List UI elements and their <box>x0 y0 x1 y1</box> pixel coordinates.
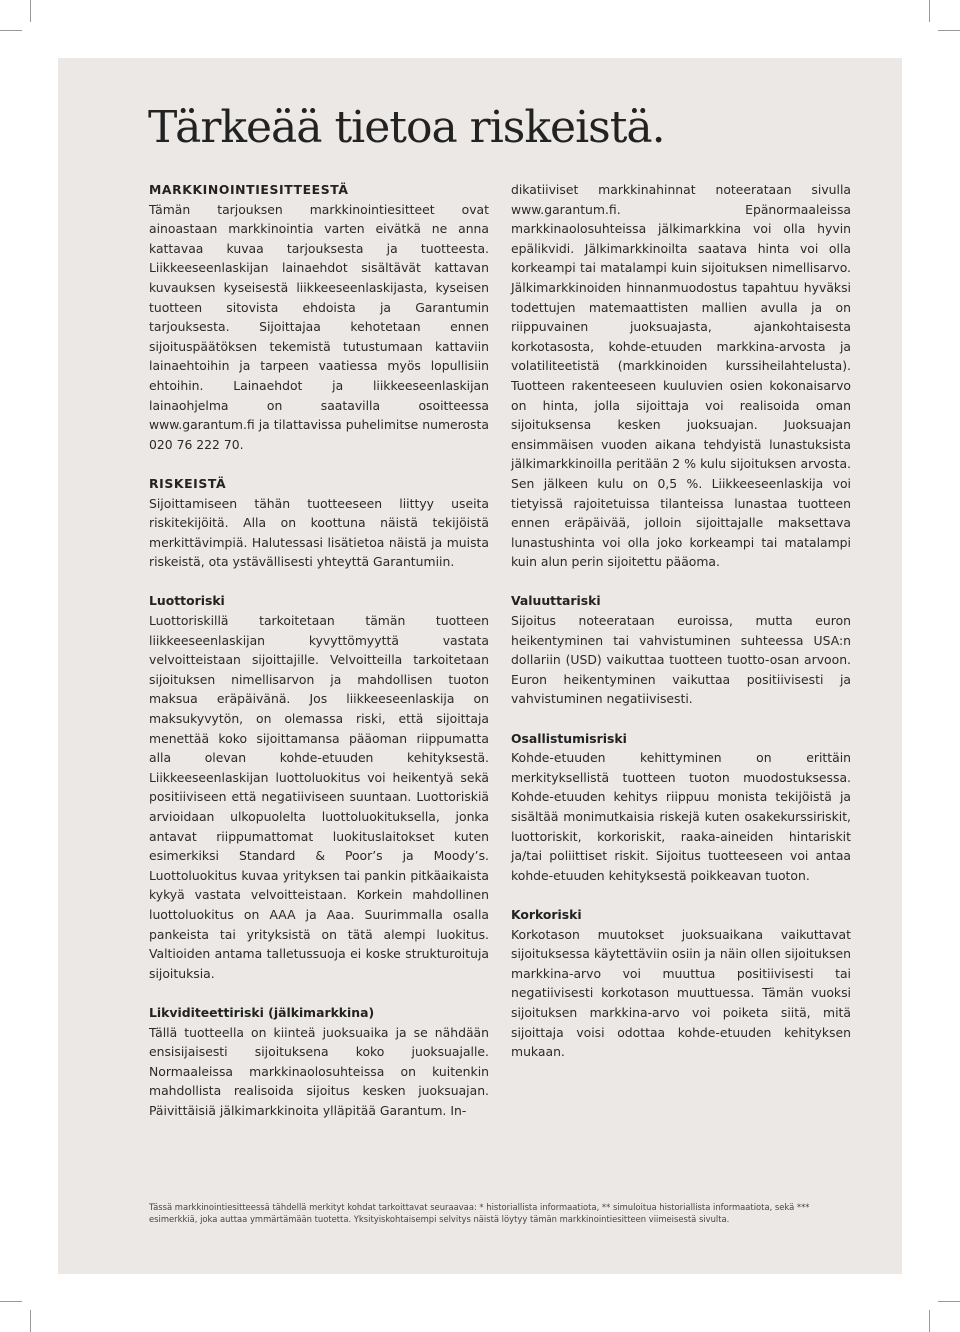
crop-mark <box>938 1301 960 1302</box>
crop-mark <box>30 0 31 22</box>
section-heading: Osallistumisriski <box>511 730 627 746</box>
section-body: Sijoitus noteerataan euroissa, mutta euron heikentyminen tai vahvistuminen suhteessa USA:n dollariin (USD) vaikuttaa tuotteen tuotto-osan arvoon. Euron heikentyminen vaikuttaa positiivisesti ja vahvistuminen negatiivisesti. <box>511 613 851 707</box>
section-heading: Likviditeettiriski (jälkimarkkina) <box>149 1004 375 1020</box>
crop-mark <box>30 1310 31 1332</box>
crop-mark <box>929 0 930 22</box>
section-body: Sijoittamiseen tähän tuotteeseen liittyy useita riskitekijöitä. Alla on koottuna näistä tekijöistä merkittävimpiä. Halutessasi lisätietoa näistä ja muista riskeistä, ota ystävällisesti yhteyttä Garantumiin. <box>149 495 489 570</box>
footnote: Tässä markkinointiesitteessä tähdellä merkityt kohdat tarkoittavat seuraavaa: * historiallista informaatiota, ** simuloitua historiallista informaatiota, sekä *** esimerkkiä, joka auttaa ymmärtämään tuotetta. Yksityiskohtaisempi selvitys näistä löytyy tämän markkinointiesitteen viimeisestä sivulta. <box>149 1202 810 1224</box>
section-body: dikatiiviset markkinahinnat noteerataan sivulla www.garantum.fi. Epänormaaleissa markkinaolosuhteissa jälkimarkkina voi olla hyvin epälikvidi. Jälkimarkkinoilta saatava hinta voi olla korkeampi tai matalampi kuin sijoituksen nimellisarvo. Jälkimarkkinoiden hinnanmuodostus tapahtuu hyväksi todettujen matemaattisten mallien avulla ja on riippuvainen juoksuajasta, ajankohtaisesta korkotasosta, kohde-etuuden markkina-arvosta ja volatiliteetistä (markkinoiden kurssiheilahtelusta). Tuotteen rakenteeseen kuuluvien osien kokonaisarvo on hinta, jolla sijoittaja voi realisoida oman sijoituksensa kesken juoksuajan. Juoksuajan ensimmäisen vuoden aikana tehdyistä lunastuksista jälkimarkkinoilla peritään 2 % kulu sijoituksen arvosta. Sen jälkeen kulu on 0,5 %. Liikkeeseenlaskija voi tietyissä rajoitetuissa tilanteissa lunastaa tuotteen ennen eräpäivää, jolloin sijoittajalle maksettava lunastushinta voi olla joko korkeampi tai matalampi kuin alun perin sijoitettu pääoma. <box>511 182 851 570</box>
section-heading: MARKKINOINTIESITTEESTÄ <box>149 182 349 197</box>
crop-mark <box>0 30 22 31</box>
section-heading: RISKEISTÄ <box>149 475 227 491</box>
crop-mark <box>929 1310 930 1332</box>
left-column <box>149 180 489 1121</box>
section-heading: Korkoriski <box>511 906 582 922</box>
section-heading: Valuuttariski <box>511 593 601 609</box>
document-panel <box>58 58 902 1274</box>
section-body: Tällä tuotteella on kiinteä juoksuaika ja se nähdään ensisijaisesti sijoituksena koko juoksuajalle. Normaaleissa markkinaolosuhteissa on kuitenkin mahdollista realisoida sijoitus kesken juoksuajan. Päivittäisiä jälkimarkkinoita ylläpitää Garantum. In- <box>149 1024 489 1118</box>
right-column <box>511 180 851 1062</box>
section-body: Kohde-etuuden kehittyminen on erittäin merkityksellistä tuotteen tuoton muodostuksessa. Kohde-etuuden kehitys riippuu monista tekijöistä ja sisältää monimutkaisia riskejä kuten osakekurssiriskit, luottoriskit, korkoriskit, raaka-aineiden hintariskit ja/tai poliittiset riskit. Sijoitus tuotteeseen voi antaa kohde-etuuden kehityksestä poikkeavan tuoton. <box>511 750 851 883</box>
page-title: Tärkeää tietoa riskeistä. <box>148 102 665 153</box>
crop-mark <box>0 1301 22 1302</box>
section-body: Tämän tarjouksen markkinointiesitteet ovat ainoastaan markkinointia varten eivätkä ne anna kattavaa kuvaa tarjouksesta ja tuotteesta. Liikkeeseenlaskijan lainaehdot sisältävät kattavan kuvauksen kyseisestä liikkeeseenlaskijasta, kyseisen tuotteen sitovista ehdoista ja Garantumin tarjouksesta. Sijoittajaa kehotetaan ennen sijoituspäätöksen tekemistä tutustumaan kattaviin lainaehtoihin ja tarpeen vaatiessa myös lopullisiin ehtoihin. Lainaehdot ja liikkeeseenlaskijan lainaohjelma on saatavilla osoitteessa www.garantum.fi ja tilattavissa puhelimitse numerosta 020 76 222 70. <box>149 201 489 452</box>
crop-mark <box>938 30 960 31</box>
section-heading: Luottoriski <box>149 593 225 609</box>
section-body: Korkotason muutokset juoksuaikana vaikuttavat sijoituksessa käytettäviin osiin ja näin ollen sijoituksen markkina-arvo voi muuttua positiivisesti tai negatiivisesti korkotason muuttuessa. Tämän vuoksi sijoituksen markkina-arvo voi poiketa siitä, mitä sijoittaja voisi odottaa kohde-etuuden kehityksen mukaan. <box>511 926 851 1060</box>
section-body: Luottoriskillä tarkoitetaan tämän tuotteen liikkeeseenlaskijan kyvyttömyyttä vastata velvoitteistaan sijoittajille. Velvoitteilla tarkoitetaan sijoituksen nimellisarvon ja mahdollisen tuoton maksua eräpäivänä. Jos liikkeeseenlaskija on maksukyvytön, on olemassa riski, että sijoittaja menettää koko sijoittamansa pääoman riippumatta alla olevan kohde-etuuden kehityksestä. Liikkeeseenlaskijan luottoluokitus voi heikentyä sekä positiiviseen että negatiiviseen suuntaan. Luottoriskiä arvioidaan ulkopuolelta luottoluokituksella, jonka antavat riippumattomat luokituslaitokset kuten esimerkiksi Standard & Poor’s ja Moody’s. Luottoluokitus kuvaa yrityksen tai pankin pitkäaikaista kykyä vastata velvoitteistaan. Korkein mahdollinen luottoluokitus on AAA ja Aaa. Suurimmalla osalla pankeista tai yrityksistä on tätä alempi luokitus. Valtioiden antama talletussuoja ei koske strukturoituja sijoituksia. <box>149 613 489 981</box>
